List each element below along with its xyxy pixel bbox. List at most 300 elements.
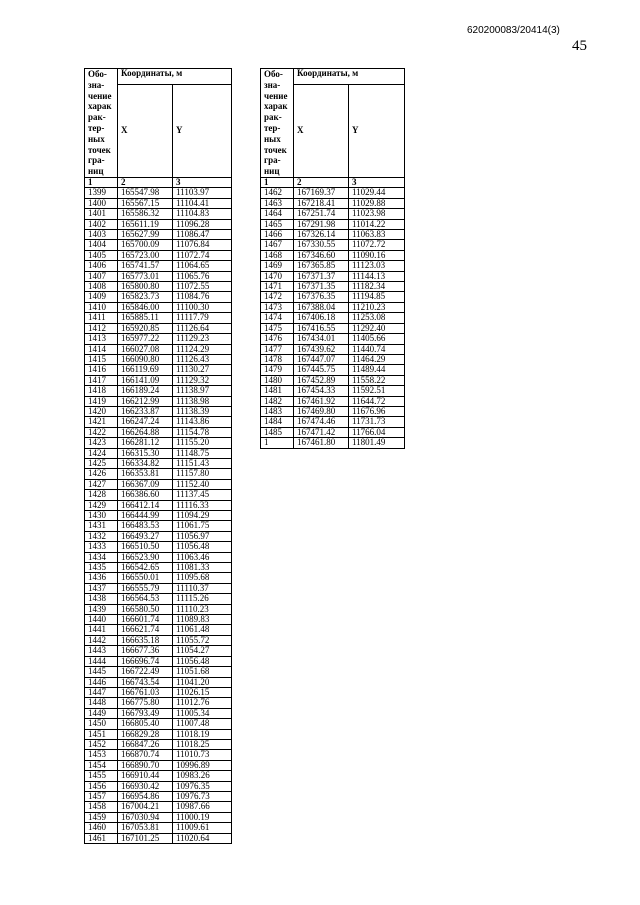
y-cell: 11072.55 [173,282,232,292]
y-cell: 11489.44 [349,365,405,375]
point-id-cell: 1458 [85,802,118,812]
table-row [85,750,232,760]
x-cell: 167461.92 [294,396,349,406]
point-id-cell: 1471 [261,282,294,292]
y-cell: 11464.29 [349,354,405,364]
table-row [261,323,405,333]
x-cell: 166910.44 [118,771,173,781]
table-row [85,791,232,801]
point-id-cell: 1456 [85,781,118,791]
table-row [85,479,232,489]
table-row [261,427,405,437]
y-cell: 11405.66 [349,334,405,344]
coordinates-header: Координаты, м [118,69,232,85]
x-cell: 167376.35 [294,292,349,302]
point-id-cell: 1399 [85,188,118,198]
point-id-cell: 1453 [85,750,118,760]
table-row [85,469,232,479]
point-id-cell: 1422 [85,427,118,437]
table-row [85,812,232,822]
y-cell: 11090.16 [349,250,405,260]
y-cell: 11005.34 [173,708,232,718]
table-row [85,563,232,573]
y-cell: 11012.76 [173,698,232,708]
table-row [85,271,232,281]
point-id-cell: 1406 [85,261,118,271]
x-cell: 167326.14 [294,230,349,240]
table-row [85,354,232,364]
x-cell: 165741.57 [118,261,173,271]
point-id-cell: 1449 [85,708,118,718]
table-row [85,573,232,583]
table-row [85,448,232,458]
right-table-body [261,188,405,448]
y-cell: 11110.23 [173,604,232,614]
point-id-cell: 1425 [85,458,118,468]
x-cell: 166412.14 [118,500,173,510]
y-cell: 10996.89 [173,760,232,770]
y-cell: 11026.15 [173,687,232,697]
y-cell: 11152.40 [173,479,232,489]
table-row [85,542,232,552]
point-id-cell: 1400 [85,198,118,208]
table-row [85,698,232,708]
y-cell: 11801.49 [349,438,405,448]
point-id-cell: 1401 [85,209,118,219]
column-number: 1 [261,178,294,188]
y-cell: 11041.20 [173,677,232,687]
x-cell: 166444.99 [118,511,173,521]
point-id-cell: 1479 [261,365,294,375]
y-cell: 11157.80 [173,469,232,479]
x-cell: 166264.88 [118,427,173,437]
point-id-cell: 1439 [85,604,118,614]
y-cell: 11100.30 [173,302,232,312]
y-cell: 11061.75 [173,521,232,531]
y-cell: 11130.27 [173,365,232,375]
table-row [261,240,405,250]
table-row [85,302,232,312]
table-row [261,438,405,448]
x-cell: 166141.09 [118,375,173,385]
y-cell: 11194.85 [349,292,405,302]
x-cell: 167218.41 [294,198,349,208]
y-cell: 11086.47 [173,230,232,240]
y-cell: 11063.83 [349,230,405,240]
y-header: Y [349,85,405,178]
y-cell: 11023.98 [349,209,405,219]
point-id-cell: 1 [261,438,294,448]
point-id-cell: 1475 [261,323,294,333]
table-row [85,417,232,427]
table-row [85,719,232,729]
point-id-cell: 1417 [85,375,118,385]
point-id-cell: 1407 [85,271,118,281]
point-id-cell: 1465 [261,219,294,229]
x-cell: 167434.01 [294,334,349,344]
x-cell: 165547.98 [118,188,173,198]
x-cell: 166775.80 [118,698,173,708]
table-row [85,219,232,229]
point-id-cell: 1480 [261,375,294,385]
y-cell: 11182.34 [349,282,405,292]
x-cell: 166635.18 [118,635,173,645]
x-cell: 166722.49 [118,667,173,677]
point-id-cell: 1457 [85,791,118,801]
y-cell: 11076.84 [173,240,232,250]
table-row [85,313,232,323]
y-cell: 11056.48 [173,656,232,666]
x-cell: 166315.30 [118,448,173,458]
y-cell: 11117.79 [173,313,232,323]
table-row [85,521,232,531]
coordinates-table-left [84,68,232,844]
point-id-cell: 1436 [85,573,118,583]
y-cell: 11014.22 [349,219,405,229]
x-cell: 167371.37 [294,271,349,281]
table-row [85,625,232,635]
y-cell: 11148.75 [173,448,232,458]
table-row [85,604,232,614]
x-cell: 166353.81 [118,469,173,479]
x-cell: 166212.99 [118,396,173,406]
table-row [85,646,232,656]
table-row [85,500,232,510]
x-cell: 167030.94 [118,812,173,822]
table-row [85,760,232,770]
table-row [261,334,405,344]
x-cell: 167053.81 [118,823,173,833]
point-id-cell: 1437 [85,583,118,593]
point-id-cell: 1469 [261,261,294,271]
y-cell: 11126.43 [173,354,232,364]
table-row [261,292,405,302]
y-cell: 11051.68 [173,667,232,677]
table-row [85,708,232,718]
y-cell: 11123.03 [349,261,405,271]
point-id-cell: 1445 [85,667,118,677]
x-cell: 166027.08 [118,344,173,354]
table-row [261,219,405,229]
x-cell: 166761.03 [118,687,173,697]
x-cell: 167445.75 [294,365,349,375]
y-cell: 11010.73 [173,750,232,760]
point-id-cell: 1438 [85,594,118,604]
y-cell: 11020.64 [173,833,232,843]
column-number: 1 [85,178,118,188]
table-row [261,354,405,364]
y-cell: 10976.35 [173,781,232,791]
column-number: 3 [349,178,405,188]
y-cell: 11116.33 [173,500,232,510]
y-cell: 11440.74 [349,344,405,354]
x-cell: 166233.87 [118,406,173,416]
table-row [261,261,405,271]
x-cell: 167416.55 [294,323,349,333]
column-number: 2 [294,178,349,188]
y-cell: 10976.73 [173,791,232,801]
table-row [261,230,405,240]
point-id-cell: 1472 [261,292,294,302]
table-row [85,615,232,625]
point-id-cell: 1467 [261,240,294,250]
point-id-cell: 1429 [85,500,118,510]
y-cell: 11138.97 [173,386,232,396]
point-id-cell: 1470 [261,271,294,281]
table-row [261,344,405,354]
table-row [85,739,232,749]
y-cell: 11029.88 [349,198,405,208]
x-cell: 167406.18 [294,313,349,323]
y-cell: 11096.28 [173,219,232,229]
point-id-cell: 1416 [85,365,118,375]
document-id: 620200083/20414(3) [467,25,560,36]
table-row [85,198,232,208]
designation-header: Обо- зна- чение харак рак- тер- ных точек гра- ниц [261,69,294,178]
y-cell: 11138.39 [173,406,232,416]
point-id-cell: 1414 [85,344,118,354]
column-number: 2 [118,178,173,188]
table-row [261,386,405,396]
x-cell: 166119.69 [118,365,173,375]
x-cell: 165823.73 [118,292,173,302]
y-cell: 11018.25 [173,739,232,749]
point-id-cell: 1455 [85,771,118,781]
table-row [85,667,232,677]
y-cell: 11115.26 [173,594,232,604]
table-row [261,198,405,208]
x-cell: 166621.74 [118,625,173,635]
x-cell: 166550.01 [118,573,173,583]
x-cell: 167454.33 [294,386,349,396]
y-cell: 11000.19 [173,812,232,822]
y-cell: 11081.33 [173,563,232,573]
table-row [85,334,232,344]
point-id-cell: 1461 [85,833,118,843]
x-cell: 166805.40 [118,719,173,729]
point-id-cell: 1427 [85,479,118,489]
table-row [261,188,405,198]
x-cell: 167471.42 [294,427,349,437]
y-cell: 11124.29 [173,344,232,354]
point-id-cell: 1434 [85,552,118,562]
table-row [85,375,232,385]
point-id-cell: 1476 [261,334,294,344]
x-header: X [294,85,349,178]
y-cell: 11029.44 [349,188,405,198]
table-row [85,531,232,541]
y-cell: 11009.61 [173,823,232,833]
point-id-cell: 1478 [261,354,294,364]
x-cell: 166954.86 [118,791,173,801]
y-cell: 11138.98 [173,396,232,406]
table-row [85,635,232,645]
y-cell: 11054.27 [173,646,232,656]
y-cell: 11766.04 [349,427,405,437]
y-cell: 11089.83 [173,615,232,625]
table-row [85,458,232,468]
x-cell: 165773.01 [118,271,173,281]
y-cell: 11061.48 [173,625,232,635]
y-cell: 11094.29 [173,511,232,521]
y-cell: 11292.40 [349,323,405,333]
x-cell: 166870.74 [118,750,173,760]
point-id-cell: 1463 [261,198,294,208]
table-row [261,271,405,281]
point-id-cell: 1443 [85,646,118,656]
table-row [261,375,405,385]
point-id-cell: 1477 [261,344,294,354]
x-cell: 166829.28 [118,729,173,739]
point-id-cell: 1484 [261,417,294,427]
point-id-cell: 1454 [85,760,118,770]
table-row [261,250,405,260]
point-id-cell: 1452 [85,739,118,749]
y-cell: 11644.72 [349,396,405,406]
table-row [85,292,232,302]
x-cell: 166555.79 [118,583,173,593]
x-cell: 166281.12 [118,438,173,448]
table-row [261,302,405,312]
y-cell: 11126.64 [173,323,232,333]
x-cell: 167469.80 [294,406,349,416]
table-row [85,490,232,500]
x-cell: 166247.24 [118,417,173,427]
table-row [85,833,232,843]
x-cell: 166090.80 [118,354,173,364]
y-cell: 11072.72 [349,240,405,250]
x-cell: 167388.04 [294,302,349,312]
x-cell: 166523.90 [118,552,173,562]
point-id-cell: 1411 [85,313,118,323]
point-id-cell: 1462 [261,188,294,198]
table-row [261,365,405,375]
x-cell: 165885.11 [118,313,173,323]
table-row [85,188,232,198]
table-row [85,594,232,604]
x-cell: 167452.89 [294,375,349,385]
point-id-cell: 1432 [85,531,118,541]
point-id-cell: 1474 [261,313,294,323]
point-id-cell: 1485 [261,427,294,437]
x-cell: 165567.15 [118,198,173,208]
y-cell: 11253.08 [349,313,405,323]
table-row [85,396,232,406]
point-id-cell: 1450 [85,719,118,729]
point-id-cell: 1420 [85,406,118,416]
x-cell: 166189.24 [118,386,173,396]
point-id-cell: 1481 [261,386,294,396]
x-cell: 166793.49 [118,708,173,718]
point-id-cell: 1435 [85,563,118,573]
x-cell: 165977.22 [118,334,173,344]
x-cell: 165846.00 [118,302,173,312]
table-row [85,802,232,812]
table-row [85,552,232,562]
designation-header: Обо- зна- чение харак рак- тер- ных точек гра- ниц [85,69,118,178]
y-cell: 10987.66 [173,802,232,812]
table-row [261,396,405,406]
x-cell: 166890.70 [118,760,173,770]
x-cell: 167439.62 [294,344,349,354]
table-row [261,282,405,292]
point-id-cell: 1418 [85,386,118,396]
y-cell: 11731.73 [349,417,405,427]
point-id-cell: 1402 [85,219,118,229]
x-cell: 166542.65 [118,563,173,573]
x-cell: 166367.09 [118,479,173,489]
x-cell: 167291.98 [294,219,349,229]
y-cell: 11018.19 [173,729,232,739]
y-cell: 11676.96 [349,406,405,416]
point-id-cell: 1444 [85,656,118,666]
y-cell: 11104.83 [173,209,232,219]
y-cell: 11143.86 [173,417,232,427]
point-id-cell: 1405 [85,250,118,260]
point-id-cell: 1440 [85,615,118,625]
y-cell: 11007.48 [173,719,232,729]
point-id-cell: 1419 [85,396,118,406]
point-id-cell: 1431 [85,521,118,531]
x-cell: 166696.74 [118,656,173,666]
table-row [85,209,232,219]
point-id-cell: 1423 [85,438,118,448]
point-id-cell: 1421 [85,417,118,427]
point-id-cell: 1460 [85,823,118,833]
y-cell: 11064.65 [173,261,232,271]
point-id-cell: 1447 [85,687,118,697]
x-cell: 165586.32 [118,209,173,219]
x-cell: 166334.82 [118,458,173,468]
x-cell: 166493.27 [118,531,173,541]
point-id-cell: 1451 [85,729,118,739]
x-cell: 165920.85 [118,323,173,333]
point-id-cell: 1426 [85,469,118,479]
x-cell: 165800.80 [118,282,173,292]
point-id-cell: 1430 [85,511,118,521]
y-cell: 11155.20 [173,438,232,448]
point-id-cell: 1459 [85,812,118,822]
y-cell: 11095.68 [173,573,232,583]
point-id-cell: 1428 [85,490,118,500]
coordinates-header: Координаты, м [294,69,405,85]
y-cell: 11592.51 [349,386,405,396]
column-number: 3 [173,178,232,188]
point-id-cell: 1468 [261,250,294,260]
x-cell: 166580.50 [118,604,173,614]
table-row [85,250,232,260]
y-cell: 11065.76 [173,271,232,281]
point-id-cell: 1448 [85,698,118,708]
table-row [85,386,232,396]
x-cell: 167251.74 [294,209,349,219]
point-id-cell: 1483 [261,406,294,416]
table-row [85,656,232,666]
table-row [85,687,232,697]
x-cell: 166847.26 [118,739,173,749]
point-id-cell: 1413 [85,334,118,344]
x-cell: 167101.25 [118,833,173,843]
point-id-cell: 1424 [85,448,118,458]
point-id-cell: 1403 [85,230,118,240]
y-cell: 11110.37 [173,583,232,593]
y-cell: 11129.23 [173,334,232,344]
point-id-cell: 1433 [85,542,118,552]
left-table-body [85,188,232,844]
y-cell: 11210.23 [349,302,405,312]
table-row [85,406,232,416]
table-row [85,344,232,354]
